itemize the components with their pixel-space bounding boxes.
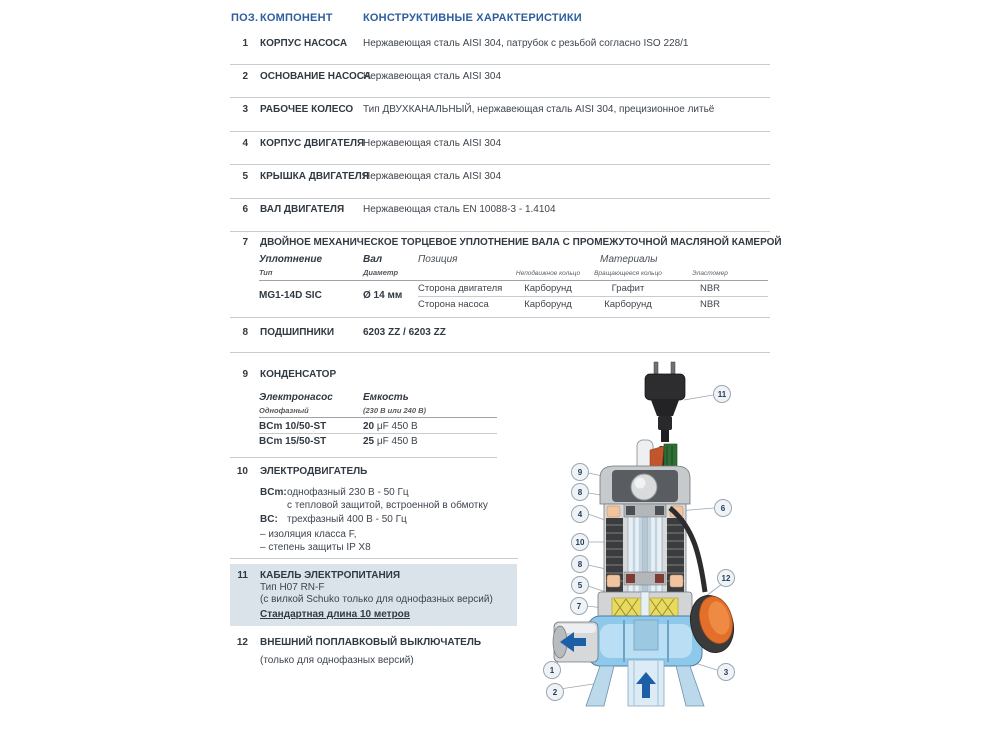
lower-bearing (624, 572, 666, 585)
elastomer-header: Эластомер (692, 270, 728, 277)
svg-text:6: 6 (720, 504, 726, 513)
row-number: 1 (242, 38, 248, 49)
subtable-divider (259, 417, 497, 418)
svg-text:11: 11 (717, 390, 727, 399)
pump-col-header: Электронасос (259, 392, 333, 403)
row-divider (230, 164, 770, 165)
shaft-col-subheader: Диаметр (363, 268, 399, 277)
upper-bearing (624, 504, 666, 517)
row-number: 6 (242, 204, 248, 215)
capacitor-body (631, 474, 657, 500)
seal-col-header: Уплотнение (259, 254, 323, 265)
component-desc: Тип ДВУХКАНАЛЬНЫЙ, нержавеющая сталь AISI 304, прецизионное литьё (363, 104, 715, 115)
cable-line3: Стандартная длина 10 метров (260, 609, 410, 620)
component-desc: Нержавеющая сталь AISI 304 (363, 171, 502, 182)
seal-stationary: Карборунд (524, 283, 572, 294)
cable-line2: (с вилкой Schuko только для однофазных версий) (260, 594, 493, 605)
seal-rotating: Карборунд (604, 299, 652, 310)
motor-line3-label: BC: (260, 514, 278, 525)
col-header-component: КОМПОНЕНТ (260, 12, 333, 24)
svg-text:1: 1 (549, 666, 555, 675)
seal-elastomer: NBR (699, 299, 721, 310)
callout-8 (572, 484, 589, 501)
outlet-pipe (553, 622, 598, 662)
row-number: 7 (242, 237, 248, 248)
row-number: 2 (242, 71, 248, 82)
callout-8b (572, 556, 589, 573)
component-name: ВНЕШНИЙ ПОПЛАВКОВЫЙ ВЫКЛЮЧАТЕЛЬ (260, 637, 482, 648)
component-name: КОРПУС ДВИГАТЕЛЯ (260, 138, 365, 149)
row-divider (230, 64, 770, 65)
row-number: 11 (237, 570, 248, 581)
pump-col-subheader: Однофазный (259, 406, 309, 415)
callout-12 (718, 570, 735, 587)
svg-text:2: 2 (552, 688, 558, 697)
seal-elastomer: NBR (699, 283, 721, 294)
svg-text:9: 9 (577, 468, 583, 477)
pump-model: BCm 15/50-ST (259, 436, 327, 447)
row-number: 12 (236, 637, 248, 648)
subtable-divider (259, 280, 768, 281)
float-switch-line1: (только для однофазных версий) (260, 655, 414, 666)
capacitance-unit: μF 450 В (374, 421, 418, 432)
row-divider (230, 457, 497, 458)
subtable-divider (418, 296, 768, 297)
position-col-header: Позиция (418, 254, 458, 265)
motor-cap (600, 466, 690, 504)
motor-line1-label: BCm: (260, 487, 287, 498)
seal-col-subheader: Тип (259, 268, 273, 277)
callout-5 (572, 577, 589, 594)
component-name: РАБОЧЕЕ КОЛЕСО (260, 104, 354, 115)
component-name: ОСНОВАНИЕ НАСОСА (260, 71, 371, 82)
motor-line5: – степень защиты IP X8 (260, 542, 371, 553)
capacity-col-header: Емкость (363, 392, 409, 403)
pump-base (586, 660, 704, 706)
motor-line1: однофазный 230 В - 50 Гц (287, 487, 409, 498)
seal-title: ДВОЙНОЕ МЕХАНИЧЕСКОЕ ТОРЦЕВОЕ УПЛОТНЕНИЕ ВАЛА С ПРОМЕЖУТОЧНОЙ МАСЛЯНОЙ КАМЕРОЙ (260, 237, 782, 248)
callout-2 (547, 684, 564, 701)
component-name: КОНДЕНСАТОР (260, 369, 337, 380)
capacitance-number: 25 (363, 436, 375, 447)
row-divider (230, 97, 770, 98)
svg-text:8: 8 (577, 560, 583, 569)
callout-11 (714, 386, 731, 403)
row-number: 3 (242, 104, 248, 115)
callout-9 (572, 464, 589, 481)
terminal-wedge (650, 446, 664, 468)
seal-stationary: Карборунд (524, 299, 572, 310)
motor-line3: трехфазный 400 В - 50 Гц (287, 514, 407, 525)
row-number: 9 (242, 369, 248, 380)
row-divider (230, 317, 770, 318)
component-desc: Нержавеющая сталь AISI 304 (363, 138, 502, 149)
seal-position: Сторона двигателя (418, 283, 503, 294)
seal-position: Сторона насоса (418, 299, 489, 310)
pump-cutaway-diagram (520, 350, 810, 748)
svg-text:8: 8 (577, 488, 583, 497)
subtable-divider (259, 433, 497, 434)
rotating-ring-header: Вращающееся кольцо (594, 270, 662, 277)
component-desc: 6203 ZZ / 6203 ZZ (363, 327, 446, 338)
capacitance-value (363, 421, 418, 432)
callout-1 (544, 662, 561, 679)
component-name: КОРПУС НАСОСА (260, 38, 348, 49)
cable-line1: Тип H07 RN-F (260, 582, 325, 593)
component-desc: Нержавеющая сталь AISI 304, патрубок с резьбой согласно ISO 228/1 (363, 38, 689, 49)
svg-text:3: 3 (723, 668, 729, 677)
stationary-ring-header: Неподвижное кольцо (515, 270, 581, 277)
motor-body (604, 504, 686, 600)
pump-model: BCm 10/50-ST (259, 421, 327, 432)
svg-text:10: 10 (575, 538, 585, 547)
motor-line2: с тепловой защитой, встроенной в обмотку (287, 500, 488, 511)
capacitance-unit: μF 450 В (374, 436, 418, 447)
shaft-col-header: Вал (363, 254, 383, 265)
row-divider (230, 231, 770, 232)
svg-text:4: 4 (577, 510, 583, 519)
callout-3 (718, 664, 735, 681)
row-divider (230, 198, 770, 199)
seal-rotating: Графит (611, 283, 645, 294)
row-divider (230, 131, 770, 132)
row-number: 8 (242, 327, 248, 338)
component-name: КАБЕЛЬ ЭЛЕКТРОПИТАНИЯ (260, 570, 401, 581)
component-desc: Нержавеющая сталь AISI 304 (363, 71, 502, 82)
component-name: ПОДШИПНИКИ (260, 327, 335, 338)
impeller (634, 620, 658, 650)
motor-line4: – изоляция класса F, (260, 529, 357, 540)
svg-text:7: 7 (576, 602, 582, 611)
component-name: КРЫШКА ДВИГАТЕЛЯ (260, 171, 369, 182)
component-desc: Нержавеющая сталь EN 10088-3 - 1.4104 (363, 204, 556, 215)
capacity-col-subheader: (230 В или 240 В) (363, 406, 427, 415)
terminal-block (664, 444, 677, 468)
col-header-pos: ПОЗ. (231, 12, 259, 24)
shaft-diameter: Ø 14 мм (363, 290, 403, 301)
svg-text:12: 12 (721, 574, 731, 583)
component-name: ЭЛЕКТРОДВИГАТЕЛЬ (260, 466, 368, 477)
materials-col-header: Материалы (600, 254, 658, 265)
callout-7 (571, 598, 588, 615)
svg-text:5: 5 (577, 581, 583, 590)
row-number: 10 (236, 466, 248, 477)
callout-6 (715, 500, 732, 517)
row-divider (230, 558, 518, 559)
seal-type: MG1-14D SIC (259, 290, 322, 301)
component-name: ВАЛ ДВИГАТЕЛЯ (260, 204, 345, 215)
capacitance-value (363, 436, 418, 447)
callout-4 (572, 506, 589, 523)
pump-casing (588, 616, 702, 666)
row-number: 4 (242, 138, 248, 149)
row-number: 5 (242, 171, 248, 182)
capacitance-number: 20 (363, 421, 375, 432)
callout-10 (572, 534, 589, 551)
col-header-characteristics: КОНСТРУКТИВНЫЕ ХАРАКТЕРИСТИКИ (363, 12, 582, 24)
